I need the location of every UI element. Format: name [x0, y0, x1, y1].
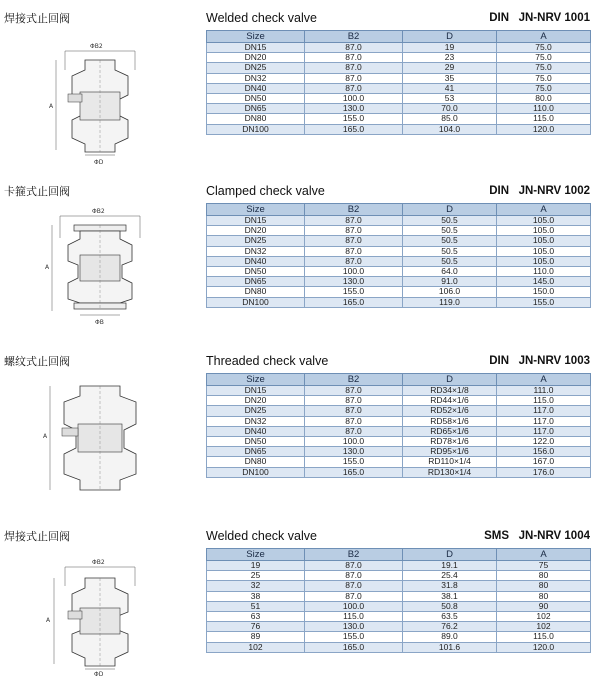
header-size: Size	[207, 549, 305, 561]
table-row: DN15 87.0 RD34×1/8 111.0	[207, 386, 591, 396]
svg-text:ΦB2: ΦB2	[92, 208, 105, 215]
table-row: DN40 87.0 41 75.0	[207, 83, 591, 93]
en-title: Threaded check valve	[206, 354, 329, 368]
table-row: DN65 130.0 91.0 145.0	[207, 277, 591, 287]
valve-welded-drawing	[40, 40, 150, 170]
header-size: Size	[207, 31, 305, 43]
header-b2: B2	[305, 374, 403, 386]
svg-text:ΦD: ΦD	[94, 159, 104, 166]
table-row: DN20 87.0 RD44×1/6 115.0	[207, 396, 591, 406]
table-row: DN40 87.0 50.5 105.0	[207, 256, 591, 266]
svg-text:ΦB: ΦB	[95, 319, 104, 326]
table-row: DN32 87.0 35 75.0	[207, 73, 591, 83]
table-row: 32 87.0 31.8 80	[207, 581, 591, 591]
table-row: DN15 87.0 50.5 105.0	[207, 216, 591, 226]
table-row: DN20 87.0 23 75.0	[207, 53, 591, 63]
header-size: Size	[207, 204, 305, 216]
product-code: SMS JN-NRV 1004	[484, 530, 590, 542]
table-row: 63 115.0 63.5 102	[207, 611, 591, 621]
en-title: Welded check valve	[206, 11, 317, 25]
table-row: DN50 100.0 RD78×1/6 122.0	[207, 436, 591, 446]
table-row: DN50 100.0 64.0 110.0	[207, 266, 591, 276]
svg-text:A: A	[43, 433, 48, 440]
table-row: 25 87.0 25.4 80	[207, 571, 591, 581]
table-row: DN80 155.0 106.0 150.0	[207, 287, 591, 297]
table-row: 51 100.0 50.8 90	[207, 601, 591, 611]
table-row: DN40 87.0 RD65×1/6 117.0	[207, 426, 591, 436]
table-row: DN65 130.0 70.0 110.0	[207, 104, 591, 114]
table-row: DN32 87.0 50.5 105.0	[207, 246, 591, 256]
table-row: 38 87.0 38.1 80	[207, 591, 591, 601]
en-title: Clamped check valve	[206, 184, 325, 198]
en-title: Welded check valve	[206, 529, 317, 543]
table-row: 19 87.0 19.1 75	[207, 561, 591, 571]
table-row: DN100 165.0 RD130×1/4 176.0	[207, 467, 591, 477]
table-row: DN20 87.0 50.5 105.0	[207, 226, 591, 236]
table-row: DN80 155.0 RD110×1/4 167.0	[207, 457, 591, 467]
spec-table	[206, 548, 591, 653]
header-b2: B2	[305, 204, 403, 216]
table-row: DN32 87.0 RD58×1/6 117.0	[207, 416, 591, 426]
svg-text:ΦB2: ΦB2	[90, 43, 103, 50]
svg-text:A: A	[49, 103, 54, 110]
table-row: DN100 165.0 104.0 120.0	[207, 124, 591, 134]
table-row: DN25 87.0 50.5 105.0	[207, 236, 591, 246]
header-b2: B2	[305, 549, 403, 561]
cn-title: 焊接式止回阀	[4, 530, 70, 543]
svg-text:A: A	[45, 264, 50, 271]
svg-text:ΦB2: ΦB2	[92, 559, 105, 566]
header-d: D	[403, 549, 497, 561]
spec-table	[206, 30, 591, 135]
header-d: D	[403, 204, 497, 216]
product-code: DIN JN-NRV 1002	[489, 185, 590, 197]
header-d: D	[403, 374, 497, 386]
spec-table	[206, 373, 591, 478]
table-row: DN25 87.0 RD52×1/6 117.0	[207, 406, 591, 416]
svg-text:ΦD: ΦD	[94, 671, 104, 676]
header-a: A	[497, 204, 591, 216]
product-code: DIN JN-NRV 1003	[489, 355, 590, 367]
table-row: 76 130.0 76.2 102	[207, 622, 591, 632]
table-row: DN25 87.0 29 75.0	[207, 63, 591, 73]
spec-table	[206, 203, 591, 308]
cn-title: 螺纹式止回阀	[4, 355, 70, 368]
valve-welded-sms-drawing	[40, 556, 160, 676]
header-d: D	[403, 31, 497, 43]
table-row: 102 165.0 101.6 120.0	[207, 642, 591, 652]
table-row: DN15 87.0 19 75.0	[207, 43, 591, 53]
header-a: A	[497, 549, 591, 561]
table-row: DN80 155.0 85.0 115.0	[207, 114, 591, 124]
svg-text:A: A	[46, 617, 51, 624]
header-b2: B2	[305, 31, 403, 43]
valve-threaded-drawing	[40, 378, 160, 498]
table-row: DN100 165.0 119.0 155.0	[207, 297, 591, 307]
cn-title: 卡箍式止回阀	[4, 185, 70, 198]
table-row: DN50 100.0 53 80.0	[207, 93, 591, 103]
header-a: A	[497, 374, 591, 386]
table-row: DN65 130.0 RD95×1/6 156.0	[207, 447, 591, 457]
valve-clamped-drawing	[40, 203, 160, 333]
table-row: 89 155.0 89.0 115.0	[207, 632, 591, 642]
product-code: DIN JN-NRV 1001	[489, 12, 590, 24]
header-a: A	[497, 31, 591, 43]
cn-title: 焊接式止回阀	[4, 12, 70, 25]
header-size: Size	[207, 374, 305, 386]
